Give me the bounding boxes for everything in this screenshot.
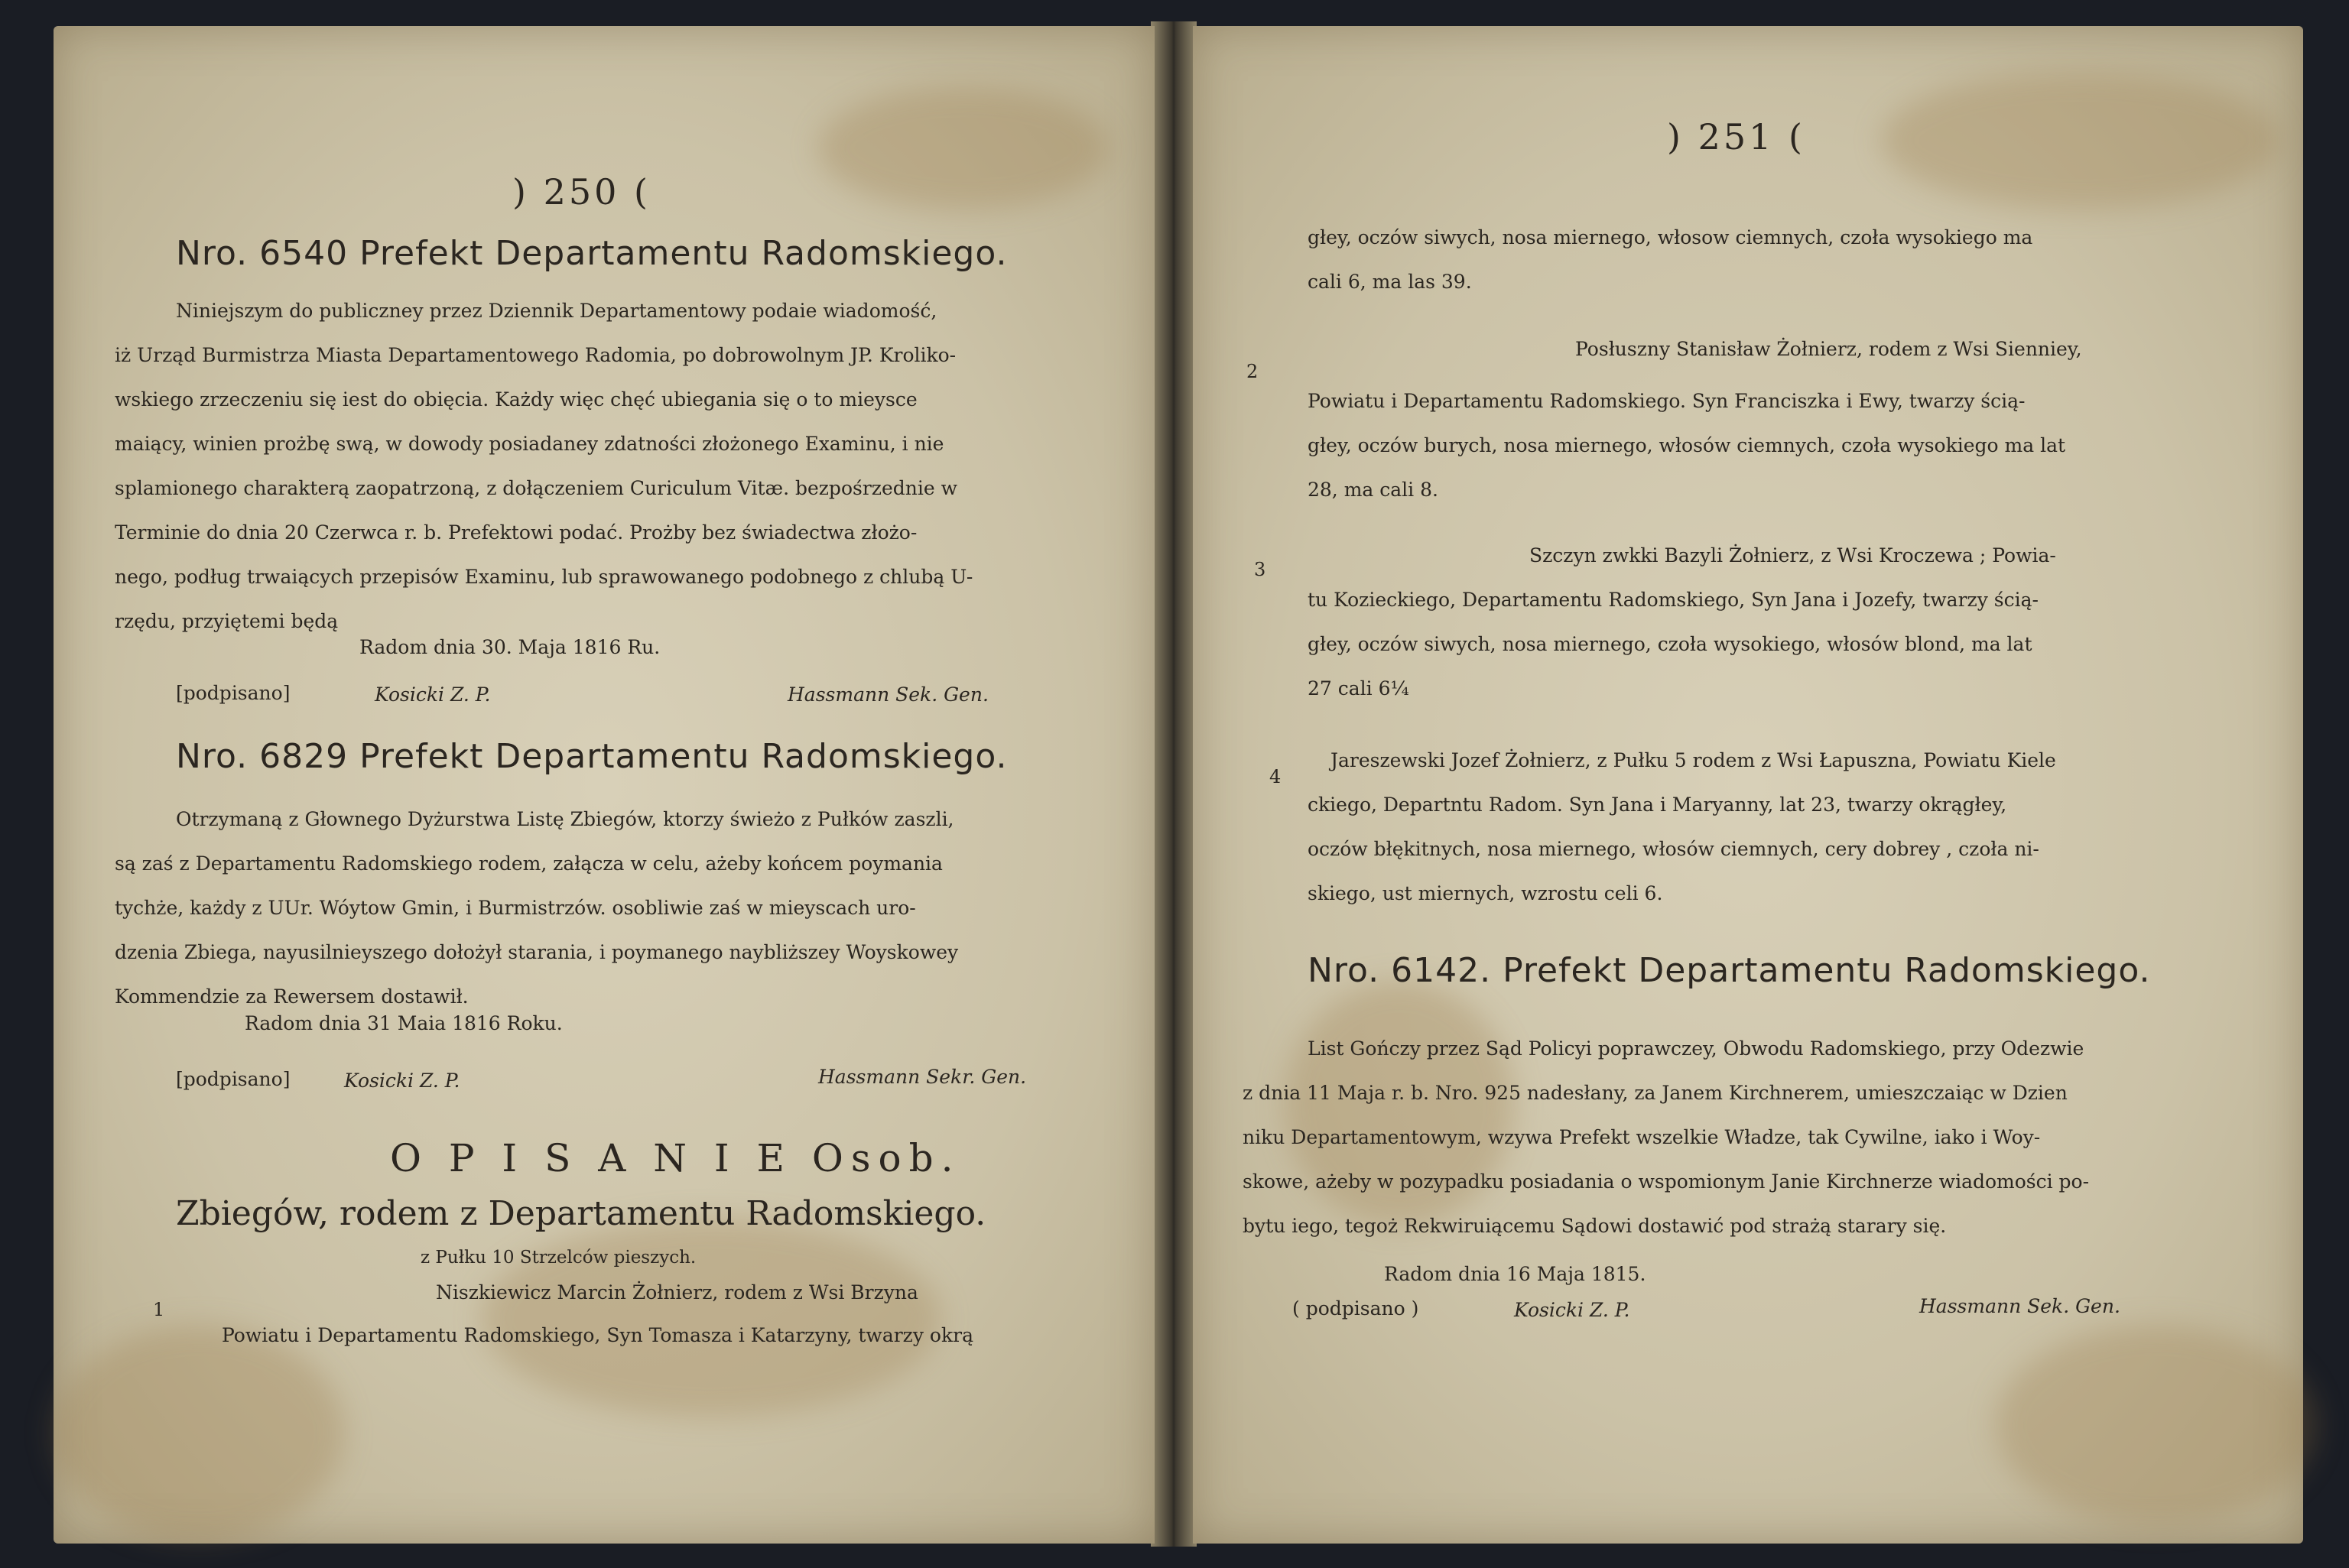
signed-label: [podpisano] — [176, 1068, 291, 1090]
right-page — [1193, 26, 2303, 1544]
text-line: głey, oczów burych, nosa miernego, włosów ciemnych, czoła wysokiego ma lat — [1308, 434, 2066, 456]
description-subheading: Zbiegów, rodem z Departamentu Radomskiego. — [176, 1194, 986, 1233]
text-line: oczów błękitnych, nosa miernego, włosów ciemnych, cery dobrey , czoła ni- — [1308, 838, 2039, 860]
signer-name: Kosicki Z. P. — [1514, 1299, 1630, 1321]
text-line: splamionego charakterą zaopatrzoną, z dołączeniem Curiculum Vitæ. bezpośrzednie w — [115, 477, 957, 499]
date-line: Radom dnia 30. Maja 1816 Ru. — [359, 636, 661, 658]
signed-label: [podpisano] — [176, 682, 291, 704]
description-heading: O P I S A N I E Osob. — [390, 1136, 961, 1180]
text-line: skowe, ażeby w pozypadku posiadania o wspomionym Janie Kirchnerze wiadomości po- — [1243, 1170, 2090, 1193]
section-heading: Nro. 6142. Prefekt Departamentu Radomskiego. — [1308, 951, 2151, 990]
unit-line: z Pułku 10 Strzelców pieszych. — [421, 1248, 697, 1268]
text-line: nego, podług trwaiących przepisów Examinu, lub sprawowanego podobnego z chlubą U- — [115, 566, 973, 588]
signed-label: ( podpisano ) — [1292, 1297, 1419, 1320]
water-stain — [1881, 72, 2279, 209]
signer-name: Kosicki Z. P. — [344, 1070, 460, 1092]
section-heading: Nro. 6540 Prefekt Departamentu Radomskiego. — [176, 234, 1008, 273]
signer-name: Hassmann Sek. Gen. — [788, 683, 989, 706]
text-line: Szczyn zwkki Bazyli Żołnierz, z Wsi Kroczewa ; Powia- — [1529, 544, 2056, 566]
date-line: Radom dnia 16 Maja 1815. — [1384, 1263, 1646, 1285]
text-line: ckiego, Departntu Radom. Syn Jana i Maryanny, lat 23, twarzy okrągłey, — [1308, 794, 2007, 816]
text-line: Niszkiewicz Marcin Żołnierz, rodem z Wsi Brzyna — [436, 1281, 918, 1303]
text-line: maiący, winien prożbę swą, w dowody posiadaney zdatności złożonego Examinu, i nie — [115, 433, 944, 455]
page-number: ) 251 ( — [1667, 116, 1805, 157]
entry-number: 2 — [1246, 361, 1259, 382]
text-line: Niniejszym do publiczney przez Dziennik Departamentowy podaie wiadomość, — [176, 300, 937, 322]
text-line: Powiatu i Departamentu Radomskiego, Syn Tomasza i Katarzyny, twarzy okrą — [222, 1324, 973, 1346]
text-line: głey, oczów siwych, nosa miernego, czoła wysokiego, włosów blond, ma lat — [1308, 633, 2032, 655]
text-line: niku Departamentowym, wzywa Prefekt wszelkie Władze, tak Cywilne, iako i Woy- — [1243, 1126, 2041, 1148]
text-line: rzędu, przyiętemi będą — [115, 610, 339, 632]
text-line: Otrzymaną z Głownego Dyżurstwa Listę Zbiegów, ktorzy świeżo z Pułków zaszli, — [176, 808, 954, 830]
text-line: Powiatu i Departamentu Radomskiego. Syn Franciszka i Ewy, twarzy ścią- — [1308, 390, 2026, 412]
text-line: tu Kozieckiego, Departamentu Radomskiego, Syn Jana i Jozefy, twarzy ścią- — [1308, 589, 2039, 611]
text-line: z dnia 11 Maja r. b. Nro. 925 nadesłany, za Janem Kirchnerem, umieszczaiąc w Dzien — [1243, 1082, 2068, 1104]
text-line: dzenia Zbiega, nayusilnieyszego dołożył starania, i poymanego naybliższey Woyskowey — [115, 941, 959, 963]
text-line: bytu iego, tegoż Rekwiruiącemu Sądowi dostawić pod strażą starary się. — [1243, 1215, 1947, 1237]
signer-name: Kosicki Z. P. — [375, 683, 491, 706]
text-line: 28, ma cali 8. — [1308, 479, 1438, 501]
text-line: głey, oczów siwych, nosa miernego, włosow ciemnych, czoła wysokiego ma — [1308, 226, 2033, 248]
water-stain — [818, 87, 1109, 209]
text-line: Posłuszny Stanisław Żołnierz, rodem z Wsi Sienniey, — [1575, 338, 2082, 360]
water-stain — [54, 1326, 344, 1540]
date-line: Radom dnia 31 Maia 1816 Roku. — [245, 1012, 563, 1034]
water-stain — [1996, 1326, 2317, 1524]
text-line: skiego, ust miernych, wzrostu celi 6. — [1308, 882, 1663, 904]
entry-number: 4 — [1269, 766, 1282, 787]
left-page — [54, 26, 1155, 1544]
text-line: 27 cali 6¼ — [1308, 677, 1409, 700]
entry-number: 3 — [1254, 559, 1266, 580]
page-number: ) 250 ( — [512, 171, 651, 213]
signer-name: Hassmann Sekr. Gen. — [818, 1066, 1027, 1088]
text-line: Terminie do dnia 20 Czerwca r. b. Prefektowi podać. Prożby bez świadectwa złożo- — [115, 521, 918, 544]
entry-number: 1 — [153, 1299, 165, 1320]
text-line: wskiego zrzeczeniu się iest do obięcia. Każdy więc chęć ubiegania się o to mieysce — [115, 388, 918, 411]
text-line: List Gończy przez Sąd Policyi poprawczey, Obwodu Radomskiego, przy Odezwie — [1308, 1037, 2084, 1060]
text-line: Jareszewski Jozef Żołnierz, z Pułku 5 rodem z Wsi Łapuszna, Powiatu Kiele — [1330, 749, 2056, 771]
signer-name: Hassmann Sek. Gen. — [1919, 1295, 2120, 1317]
text-line: tychże, każdy z UUr. Wóytow Gmin, i Burmistrzów. osobliwie zaś w mieyscach uro- — [115, 897, 916, 919]
text-line: iż Urząd Burmistrza Miasta Departamentowego Radomia, po dobrowolnym JP. Kroliko- — [115, 344, 957, 366]
text-line: Kommendzie za Rewersem dostawił. — [115, 985, 469, 1008]
text-line: cali 6, ma las 39. — [1308, 271, 1472, 293]
book-gutter — [1151, 21, 1197, 1547]
text-line: są zaś z Departamentu Radomskiego rodem, załącza w celu, ażeby końcem poymania — [115, 852, 943, 875]
section-heading: Nro. 6829 Prefekt Departamentu Radomskiego. — [176, 737, 1008, 776]
